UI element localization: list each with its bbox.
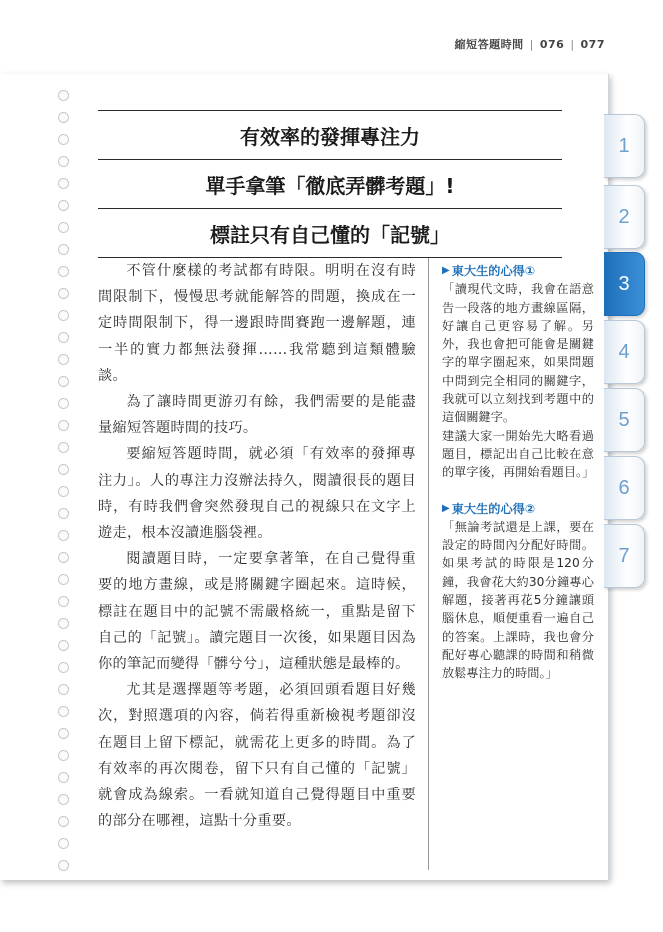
tip-body — [442, 518, 594, 683]
binder-hole — [58, 816, 69, 827]
binder-hole — [58, 398, 69, 409]
separator: | — [529, 37, 534, 51]
binder-hole — [58, 134, 69, 145]
headline-1: 有效率的發揮專注力 — [98, 110, 562, 160]
running-header — [455, 36, 605, 52]
binder-hole — [58, 838, 69, 849]
body-paragraph: 為了讓時間更游刃有餘，我們需要的是能盡量縮短答題時間的技巧。 — [98, 394, 416, 437]
tip-paragraph: 「讀現代文時，我會在語意告一段落的地方畫線區隔，好讓自己更容易了解。另外，我也會把可能會是關鍵字的單字圈起來，如果問題中問到完全相同的關鍵字，我就可以立刻找到考題中的這個關鍵字。 — [442, 282, 594, 425]
binder-hole — [58, 530, 69, 541]
column-divider — [428, 258, 429, 870]
tip-heading — [442, 262, 594, 280]
binder-hole — [58, 508, 69, 519]
binder-hole — [58, 310, 69, 321]
binder-hole — [58, 860, 69, 871]
binder-hole — [58, 640, 69, 651]
binder-hole — [58, 772, 69, 783]
main-body-text — [98, 258, 416, 834]
chapter-tab-7[interactable]: 7 — [604, 524, 645, 588]
headline-2: 單手拿筆「徹底弄髒考題」! — [98, 160, 562, 209]
body-paragraph: 要縮短答題時間，就必須「有效率的發揮專注力」。人的專注力沒辦法持久，閱讀很長的題目時，有時我們會突然發現自己的視線只在文字上遊走，根本沒讀進腦袋裡。 — [98, 446, 416, 542]
tip-body — [442, 280, 594, 481]
binder-hole — [58, 662, 69, 673]
binder-hole — [58, 552, 69, 563]
body-paragraph: 閱讀題目時，一定要拿著筆，在自己覺得重要的地方畫線，或是將關鍵字圈起來。這時候，標註在題目中的記號不需嚴格統一，重點是留下自己的「記號」。讀完題目一次後，如果題目因為你的筆記而變得「髒兮兮」，這種狀態是最棒的。 — [98, 551, 416, 673]
tip-heading — [442, 500, 594, 518]
binder-hole — [58, 266, 69, 277]
binder-hole — [58, 574, 69, 585]
binder-hole — [58, 90, 69, 101]
chapter-tab-4[interactable]: 4 — [604, 320, 645, 384]
chapter-tab-6[interactable]: 6 — [604, 456, 645, 520]
binder-hole — [58, 156, 69, 167]
binder-hole — [58, 706, 69, 717]
tip-paragraph: 「無論考試還是上課，要在設定的時間內分配好時間。如果考試的時限是120分鐘，我會花大約30分鐘專心解題，接著再花5分鐘讓頭腦休息，順便重看一遍自己的答案。上課時，我也會分配好專心聽課的時間和稍微放鬆專注力的時間。」 — [442, 519, 594, 681]
binder-hole — [58, 178, 69, 189]
binder-hole — [58, 288, 69, 299]
binder-hole — [58, 684, 69, 695]
binder-hole — [58, 596, 69, 607]
title-block — [98, 110, 562, 258]
binder-hole — [58, 750, 69, 761]
body-paragraph: 尤其是選擇題等考題，必須回頭看題目好幾次，對照選項的內容，倘若得重新檢視考題卻沒在題目上留下標記，就需花上更多的時間。為了有效率的再次閱卷，留下只有自己懂的「記號」就會成為線索。一看就知道自己覺得題目中重要的部分在哪裡，這點十分重要。 — [98, 682, 416, 830]
binder-hole — [58, 332, 69, 343]
binder-hole — [58, 486, 69, 497]
chapter-tab-3[interactable]: 3 — [604, 252, 645, 316]
chapter-tab-1[interactable]: 1 — [604, 114, 645, 178]
binder-hole — [58, 354, 69, 365]
chapter-tab-2[interactable]: 2 — [604, 185, 645, 249]
binder-hole — [58, 200, 69, 211]
separator: | — [570, 37, 575, 51]
headline-3: 標註只有自己懂的「記號」 — [98, 209, 562, 258]
tip-title-text: 東大生的心得② — [451, 501, 536, 516]
binder-hole — [58, 794, 69, 805]
tip-box-1 — [442, 262, 594, 482]
body-paragraph: 不管什麼樣的考試都有時限。明明在沒有時間限制下，慢慢思考就能解答的問題，換成在一定時間限制下，得一邊跟時間賽跑一邊解題，連一半的實力都無法發揮……我常聽到這類體驗談。 — [98, 263, 416, 384]
binder-hole — [58, 464, 69, 475]
page-number-right: 077 — [580, 37, 605, 51]
binder-hole — [58, 222, 69, 233]
binder-hole — [58, 376, 69, 387]
page-number-left: 076 — [539, 37, 565, 51]
triangle-bullet-icon: ▶ — [442, 502, 450, 514]
tip-paragraph: 建議大家一開始先大略看過題目，標記出自己比較在意的單字後，再開始看題目。」 — [442, 428, 595, 480]
binder-hole — [58, 112, 69, 123]
chapter-title: 縮短答題時間 — [454, 38, 524, 51]
tip-box-2 — [442, 500, 594, 683]
chapter-tab-5[interactable]: 5 — [604, 388, 645, 452]
binder-hole — [58, 728, 69, 739]
triangle-bullet-icon: ▶ — [442, 265, 450, 276]
binder-hole — [58, 244, 69, 255]
binder-hole — [58, 420, 69, 431]
tip-title-text: 東大生的心得① — [451, 264, 536, 278]
binder-holes — [58, 90, 70, 880]
tips-sidebar — [442, 262, 594, 683]
binder-hole — [58, 442, 69, 453]
binder-hole — [58, 618, 69, 629]
